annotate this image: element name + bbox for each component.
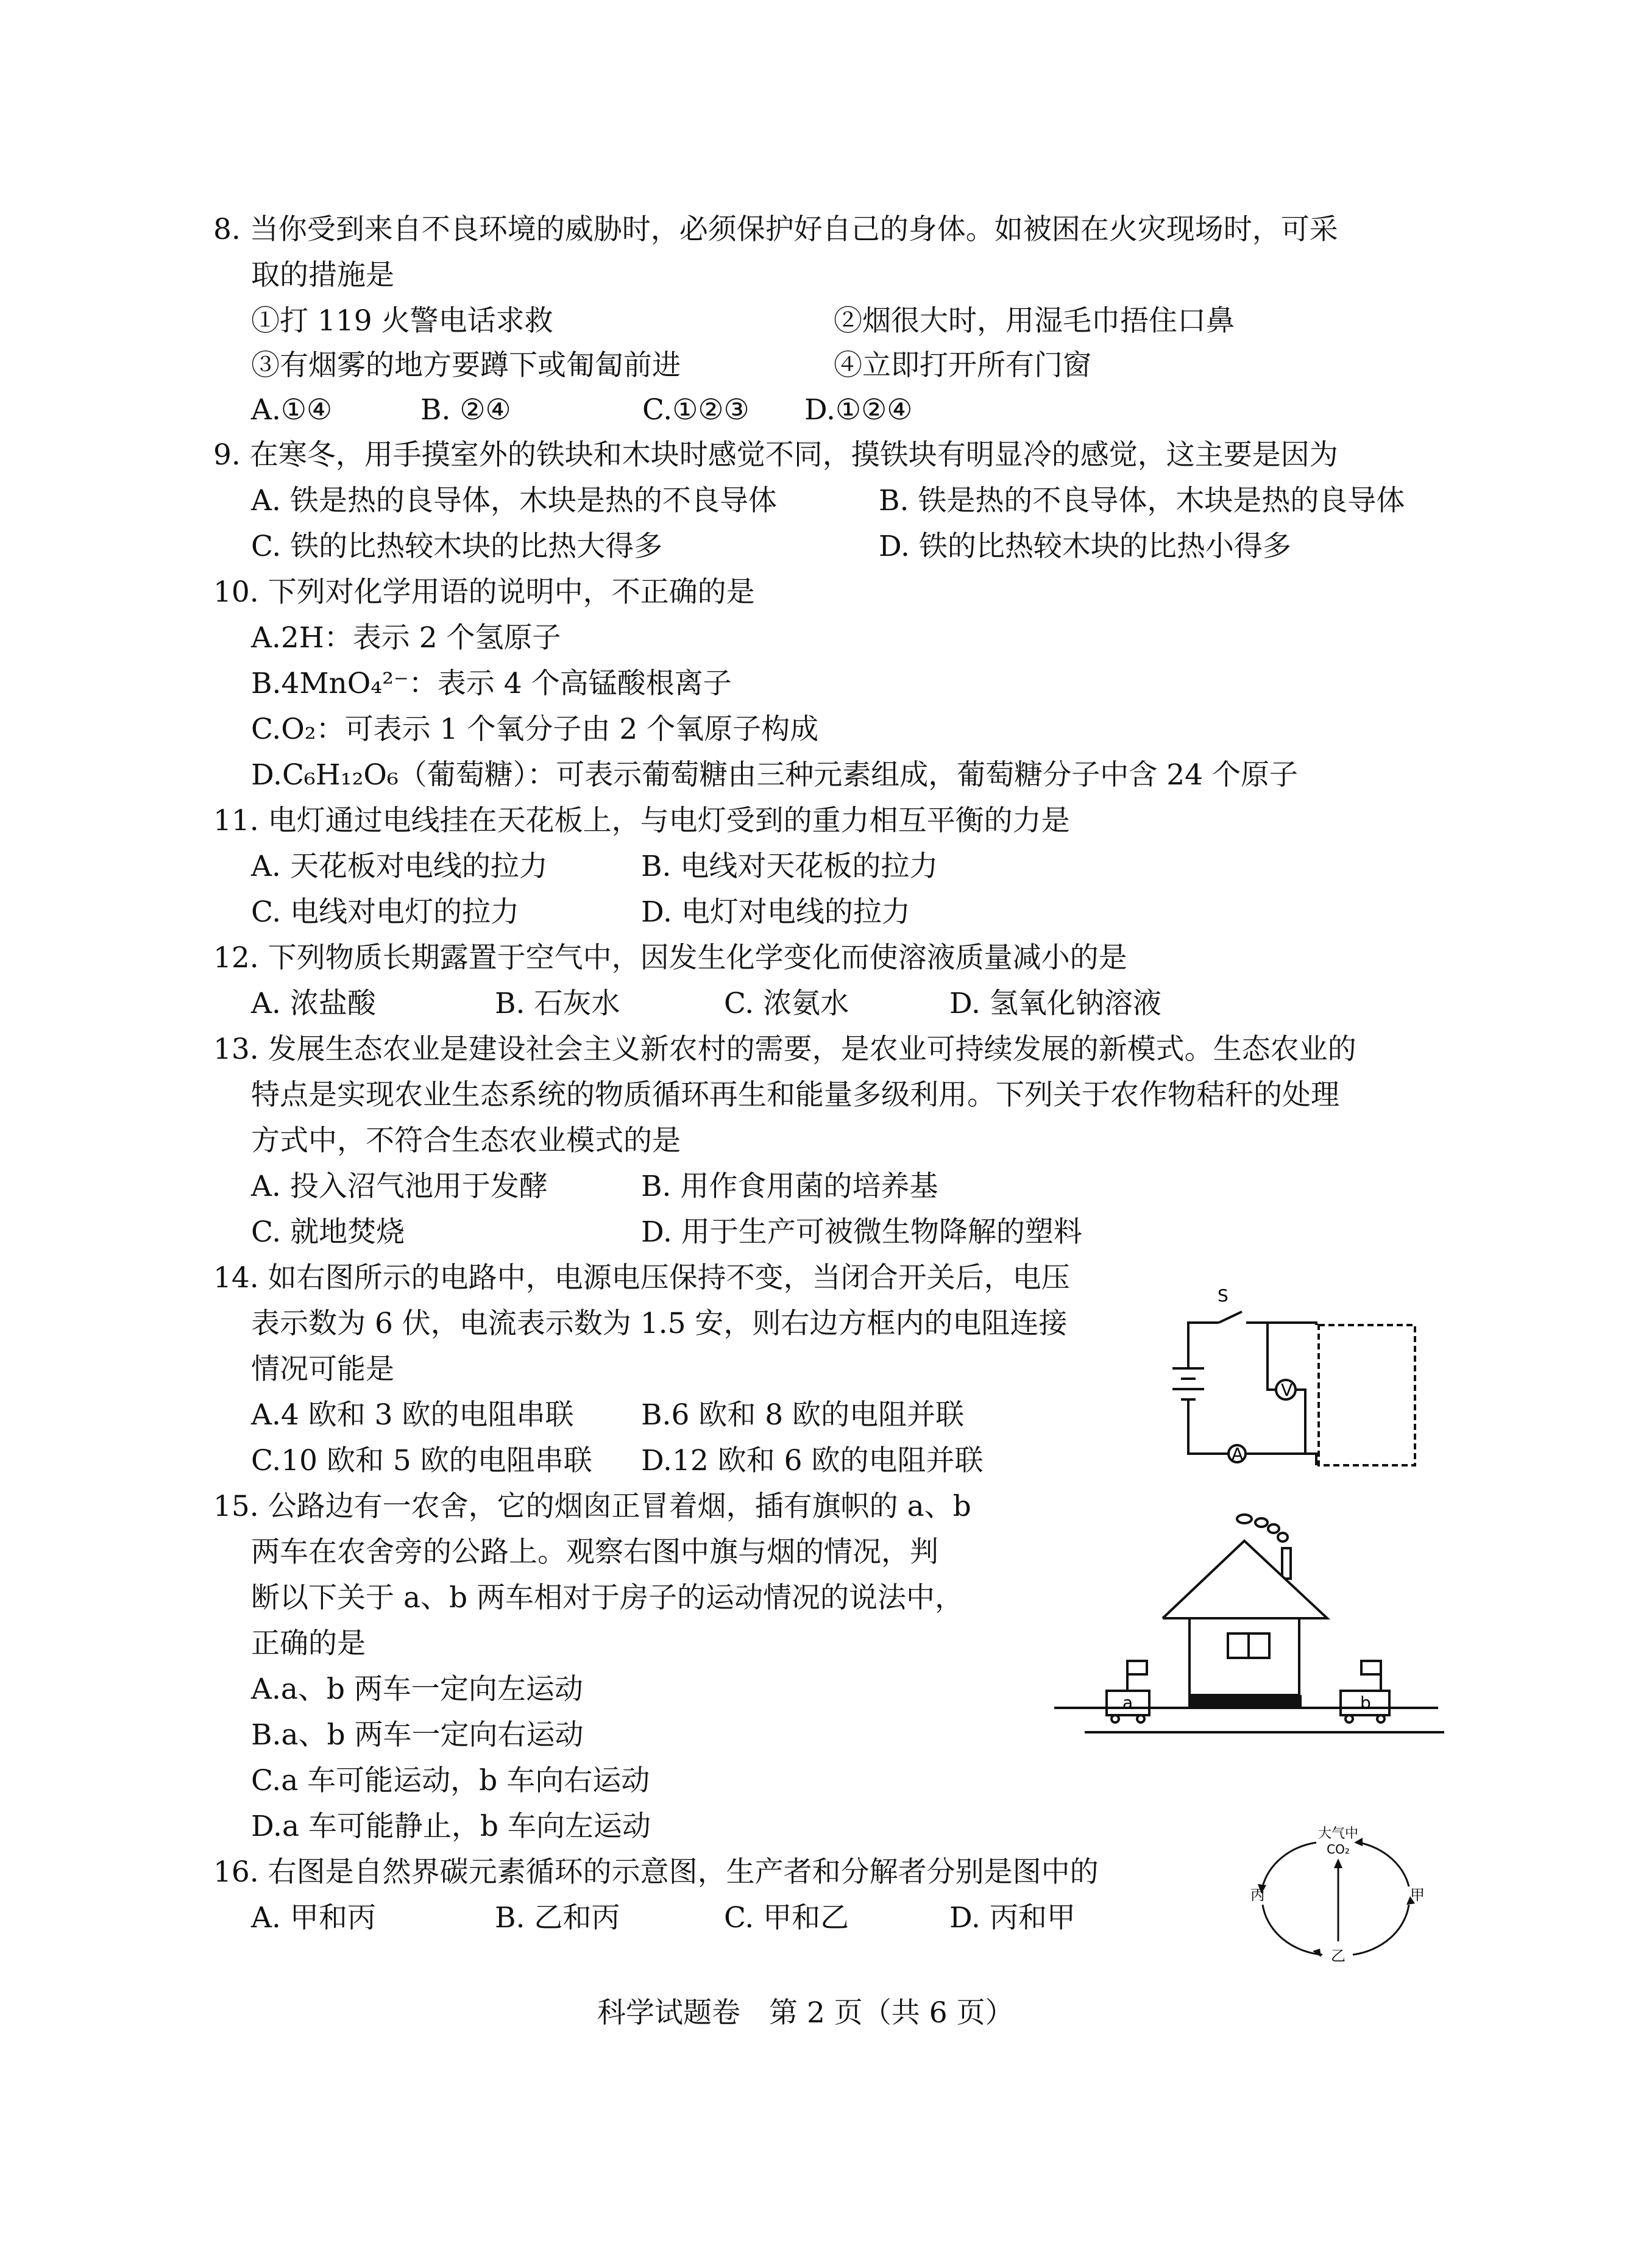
q13-option-c: C. 就地焚烧	[251, 1215, 405, 1249]
q15-option-c: C.a 车可能运动，b 车向右运动	[251, 1764, 650, 1797]
q13-stem-line2: 特点是实现农业生态系统的物质循环再生和能量多级利用。下列关于农作物秸秆的处理	[251, 1078, 1339, 1112]
q11-option-a: A. 天花板对电线的拉力	[251, 850, 548, 883]
q11-option-b: B. 电线对天花板的拉力	[641, 850, 938, 883]
car-b-label: b	[1360, 1693, 1371, 1713]
q8-item-1: ①打 119 火警电话求救	[251, 304, 553, 338]
q8-stem-line2: 取的措施是	[251, 258, 394, 292]
q11-stem: 11. 电灯通过电线挂在天花板上，与电灯受到的重力相互平衡的力是	[213, 804, 1070, 837]
q14-option-b: B.6 欧和 8 欧的电阻并联	[641, 1398, 965, 1432]
q12-stem: 12. 下列物质长期露置于空气中，因发生化学变化而使溶液质量减小的是	[213, 941, 1127, 975]
q10-stem: 10. 下列对化学用语的说明中，不正确的是	[213, 575, 755, 609]
q12-option-c: C. 浓氨水	[724, 987, 849, 1020]
q16-option-a: A. 甲和丙	[251, 1901, 376, 1935]
q8-option-d: D.①②④	[804, 393, 913, 427]
q13-option-a: A. 投入沼气池用于发酵	[251, 1170, 548, 1203]
q8-item-4: ④立即打开所有门窗	[834, 349, 1091, 382]
q8-option-c: C.①②③	[642, 393, 750, 427]
smoke-puff	[1237, 1515, 1252, 1523]
q16-stem: 16. 右图是自然界碳元素循环的示意图，生产者和分解者分别是图中的	[213, 1855, 1099, 1889]
q15-stem-line3: 断以下关于 a、b 两车相对于房子的运动情况的说法中，	[251, 1581, 963, 1615]
q8-option-a: A.①④	[251, 393, 333, 427]
switch-label: S	[1218, 1285, 1228, 1306]
q13-option-d: D. 用于生产可被微生物降解的塑料	[641, 1215, 1082, 1249]
q15-option-a: A.a、b 两车一定向左运动	[251, 1673, 583, 1706]
carbon-cycle-diagram	[1249, 1819, 1426, 1966]
q10-option-b: B.4MnO₄²⁻：表示 4 个高锰酸根离子	[251, 667, 732, 700]
q14-option-c: C.10 欧和 5 欧的电阻串联	[251, 1444, 592, 1477]
q8-item-2: ②烟很大时，用湿毛巾捂住口鼻	[834, 304, 1235, 338]
q9-option-d: D. 铁的比热较木块的比热小得多	[879, 530, 1291, 563]
q8-item-3: ③有烟雾的地方要蹲下或匍匐前进	[251, 349, 681, 382]
q9-stem: 9. 在寒冬，用手摸室外的铁块和木块时感觉不同，摸铁块有明显冷的感觉，这主要是因为	[213, 438, 1338, 472]
q15-stem-line2: 两车在农舍旁的公路上。观察右图中旗与烟的情况，判	[251, 1535, 938, 1569]
q13-option-b: B. 用作食用菌的培养基	[641, 1170, 938, 1203]
q10-option-d: D.C₆H₁₂O₆（葡萄糖）：可表示葡萄糖由三种元素组成，葡萄糖分子中含 24 个原子	[251, 758, 1298, 792]
q15-stem-line4: 正确的是	[251, 1627, 366, 1660]
car-a-label: a	[1122, 1693, 1133, 1713]
q8-stem-line1: 8. 当你受到来自不良环境的威胁时，必须保护好自己的身体。如被困在火灾现场时，可采	[213, 213, 1338, 246]
q14-option-a: A.4 欧和 3 欧的电阻串联	[251, 1398, 574, 1432]
q14-stem-line2: 表示数为 6 伏，电流表示数为 1.5 安，则右边方框内的电阻连接	[251, 1307, 1068, 1340]
q15-option-d: D.a 车可能静止，b 车向左运动	[251, 1810, 651, 1843]
q9-option-c: C. 铁的比热较木块的比热大得多	[251, 530, 663, 563]
q9-option-b: B. 铁是热的不良导体，木块是热的良导体	[879, 484, 1405, 517]
q11-option-d: D. 电灯对电线的拉力	[641, 895, 910, 929]
atmosphere-label: 大气中	[1317, 1826, 1359, 1841]
q9-option-a: A. 铁是热的良导体，木块是热的不良导体	[251, 484, 777, 517]
farmhouse-diagram	[1048, 1505, 1444, 1737]
page-footer: 科学试题卷 第 2 页（共 6 页）	[597, 1996, 1014, 2030]
node-jia-label: 甲	[1410, 1886, 1425, 1904]
q8-option-b: B. ②④	[420, 393, 511, 427]
q16-option-c: C. 甲和乙	[724, 1901, 849, 1935]
q12-option-d: D. 氢氧化钠溶液	[949, 987, 1161, 1020]
q16-option-d: D. 丙和甲	[949, 1901, 1076, 1935]
q16-option-b: B. 乙和丙	[495, 1901, 620, 1935]
node-yi-label: 乙	[1331, 1947, 1346, 1964]
q12-option-b: B. 石灰水	[495, 987, 620, 1020]
voltmeter-label: V	[1281, 1380, 1293, 1400]
ammeter-label: A	[1232, 1444, 1244, 1464]
q11-option-c: C. 电线对电灯的拉力	[251, 895, 520, 929]
q10-option-c: C.O₂：可表示 1 个氧分子由 2 个氧原子构成	[251, 713, 819, 746]
q15-option-b: B.a、b 两车一定向右运动	[251, 1718, 584, 1752]
q10-option-a: A.2H：表示 2 个氢原子	[251, 621, 561, 655]
co2-label: CO₂	[1327, 1842, 1350, 1857]
node-bing-label: 丙	[1250, 1886, 1265, 1904]
q13-stem-line1: 13. 发展生态农业是建设社会主义新农村的需要，是农业可持续发展的新模式。生态农业的	[213, 1033, 1356, 1066]
q15-stem-line1: 15. 公路边有一农舍，它的烟囱正冒着烟，插有旗帜的 a、b	[213, 1490, 971, 1523]
q12-option-a: A. 浓盐酸	[251, 987, 376, 1020]
q13-stem-line3: 方式中，不符合生态农业模式的是	[251, 1124, 681, 1157]
q14-stem-line1: 14. 如右图所示的电路中，电源电压保持不变，当闭合开关后，电压	[213, 1261, 1070, 1295]
circuit-diagram	[1146, 1274, 1426, 1481]
q14-option-d: D.12 欧和 6 欧的电阻并联	[641, 1444, 984, 1477]
q14-stem-line3: 情况可能是	[251, 1353, 394, 1386]
